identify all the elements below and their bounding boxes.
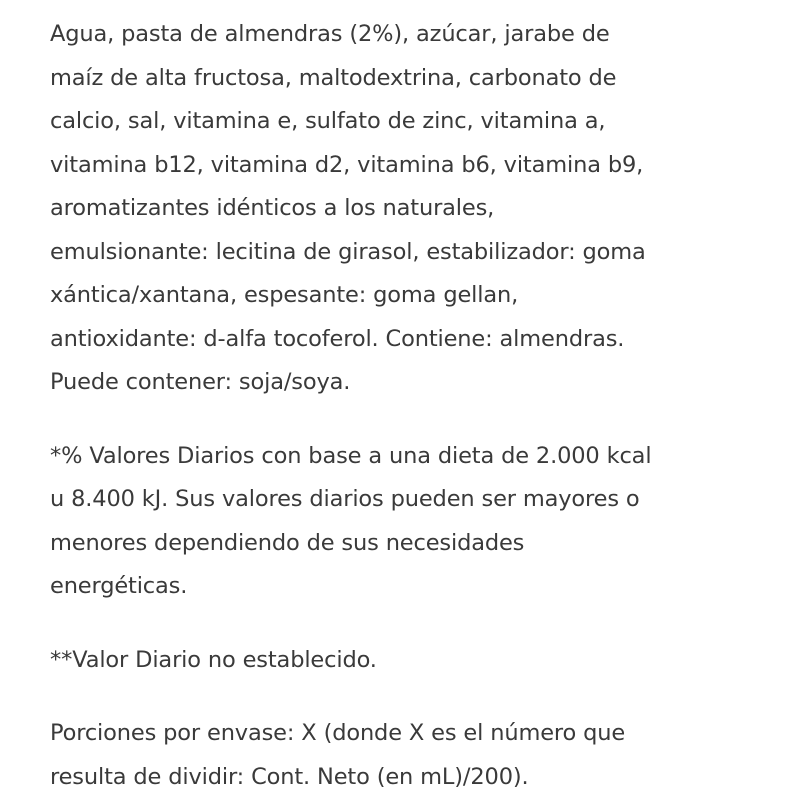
- text-line: **Valor Diario no establecido.: [50, 646, 377, 673]
- text-line: resulta de dividir: Cont. Neto (en mL)/200).: [50, 763, 529, 790]
- text-line: emulsionante: lecitina de girasol, estabilizador: goma: [50, 238, 646, 265]
- text-line: menores dependiendo de sus necesidades: [50, 529, 525, 556]
- servings-paragraph: [50, 712, 760, 799]
- text-line: aromatizantes idénticos a los naturales,: [50, 195, 495, 221]
- text-line: maíz de alta fructosa, maltodextrina, carbonato de: [50, 64, 617, 91]
- text-line: calcio, sal, vitamina e, sulfato de zinc, vitamina a,: [50, 108, 606, 134]
- text-line: u 8.400 kJ. Sus valores diarios pueden ser mayores o: [50, 486, 640, 512]
- text-line: Agua, pasta de almendras (2%), azúcar, jarabe de: [50, 21, 610, 47]
- paragraph-spacer: [50, 609, 760, 639]
- paragraph-spacer: [50, 405, 760, 435]
- paragraph-spacer: [50, 682, 760, 712]
- text-line: antioxidante: d-alfa tocoferol. Contiene: almendras.: [50, 325, 625, 352]
- daily-value-not-established-paragraph: [50, 639, 760, 683]
- ingredients-paragraph: [50, 13, 760, 405]
- text-line: vitamina b12, vitamina d2, vitamina b6, vitamina b9,: [50, 151, 644, 178]
- text-line: *% Valores Diarios con base a una dieta de 2.000 kcal: [50, 442, 652, 469]
- daily-values-paragraph: [50, 435, 760, 609]
- text-line: Puede contener: soja/soya.: [50, 369, 351, 395]
- text-line: energéticas.: [50, 573, 188, 599]
- text-line: Porciones por envase: X (donde X es el número que: [50, 720, 626, 746]
- text-line: xántica/xantana, espesante: goma gellan,: [50, 282, 519, 308]
